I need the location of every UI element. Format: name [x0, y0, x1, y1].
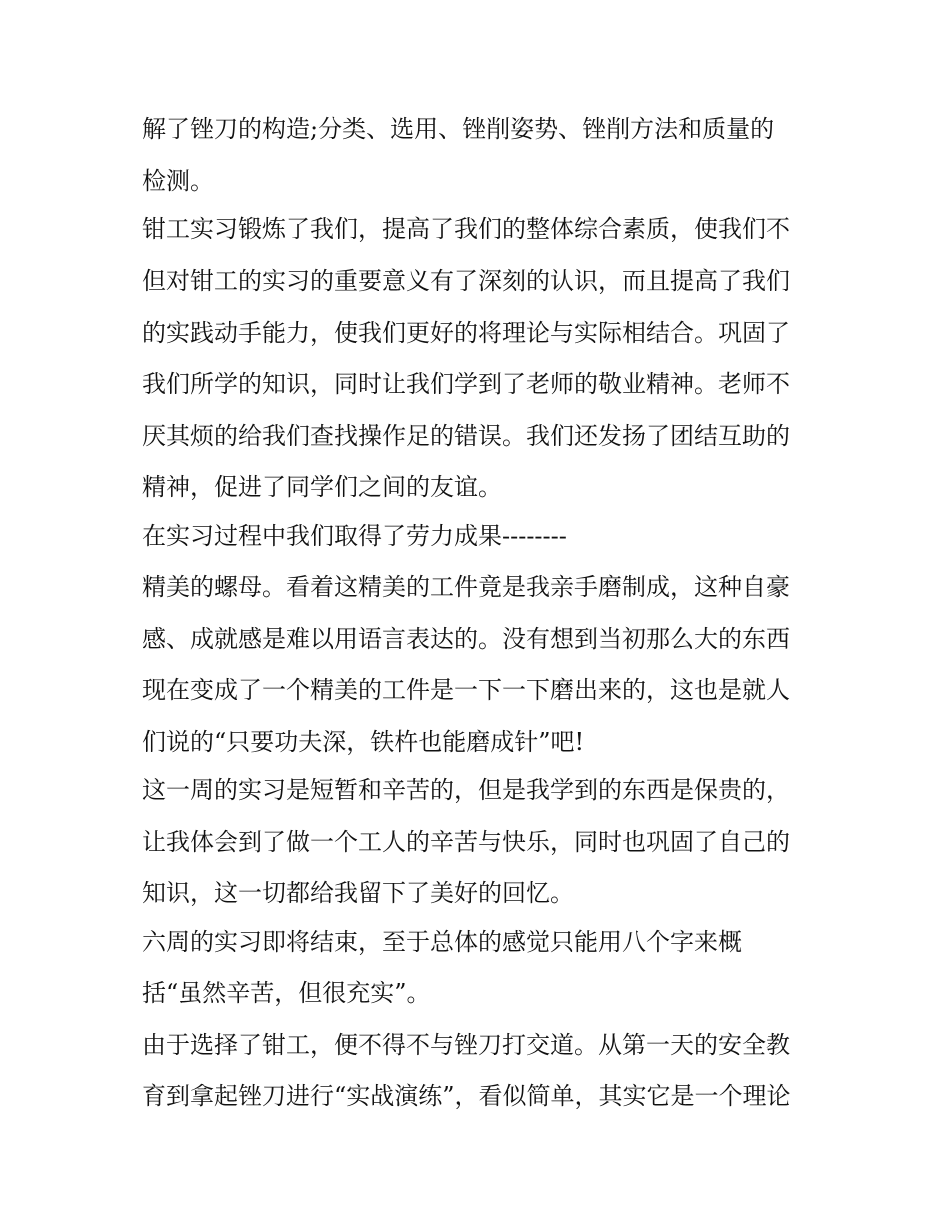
- text-line: 现在变成了一个精美的工件是一下一下磨出来的，这也是就人: [142, 676, 790, 704]
- text-line: 精美的螺母。看着这精美的工件竟是我亲手磨制成，这种自豪: [142, 573, 790, 601]
- text-line: 但对钳工的实习的重要意义有了深刻的认识，而且提高了我们: [142, 267, 790, 295]
- text-line: 精神，促进了同学们之间的友谊。: [142, 473, 502, 501]
- text-line: 这一周的实习是短暂和辛苦的，但是我学到的东西是保贵的，: [142, 776, 790, 804]
- text-line: 感、成就感是难以用语言表达的。没有想到当初那么大的东西: [142, 625, 790, 653]
- text-line: 的实践动手能力，使我们更好的将理论与实际相结合。巩固了: [142, 319, 790, 347]
- text-line: 六周的实习即将结束，至于总体的感觉只能用八个字来概: [142, 928, 742, 956]
- text-line: 育到拿起锉刀进行“实战演练”，看似简单，其实它是一个理论: [142, 1082, 791, 1110]
- text-line: 们说的“只要功夫深，铁杵也能磨成针”吧!: [142, 728, 585, 756]
- text-line: 括“虽然辛苦，但很充实”。: [142, 979, 431, 1007]
- text-line: 知识，这一切都给我留下了美好的回忆。: [142, 879, 574, 907]
- text-line: 钳工实习锻炼了我们，提高了我们的整体综合素质，使我们不: [142, 215, 790, 243]
- text-line: 在实习过程中我们取得了劳力成果--------: [142, 522, 567, 550]
- text-line: 解了锉刀的构造;分类、选用、锉削姿势、锉削方法和质量的: [142, 115, 775, 143]
- text-line: 厌其烦的给我们查找操作足的错误。我们还发扬了团结互助的: [142, 422, 790, 450]
- text-line: 我们所学的知识，同时让我们学到了老师的敬业精神。老师不: [142, 370, 790, 398]
- text-line: 检测。: [142, 167, 214, 195]
- text-line: 让我体会到了做一个工人的辛苦与快乐，同时也巩固了自己的: [142, 828, 790, 856]
- text-line: 由于选择了钳工，便不得不与锉刀打交道。从第一天的安全教: [142, 1031, 790, 1059]
